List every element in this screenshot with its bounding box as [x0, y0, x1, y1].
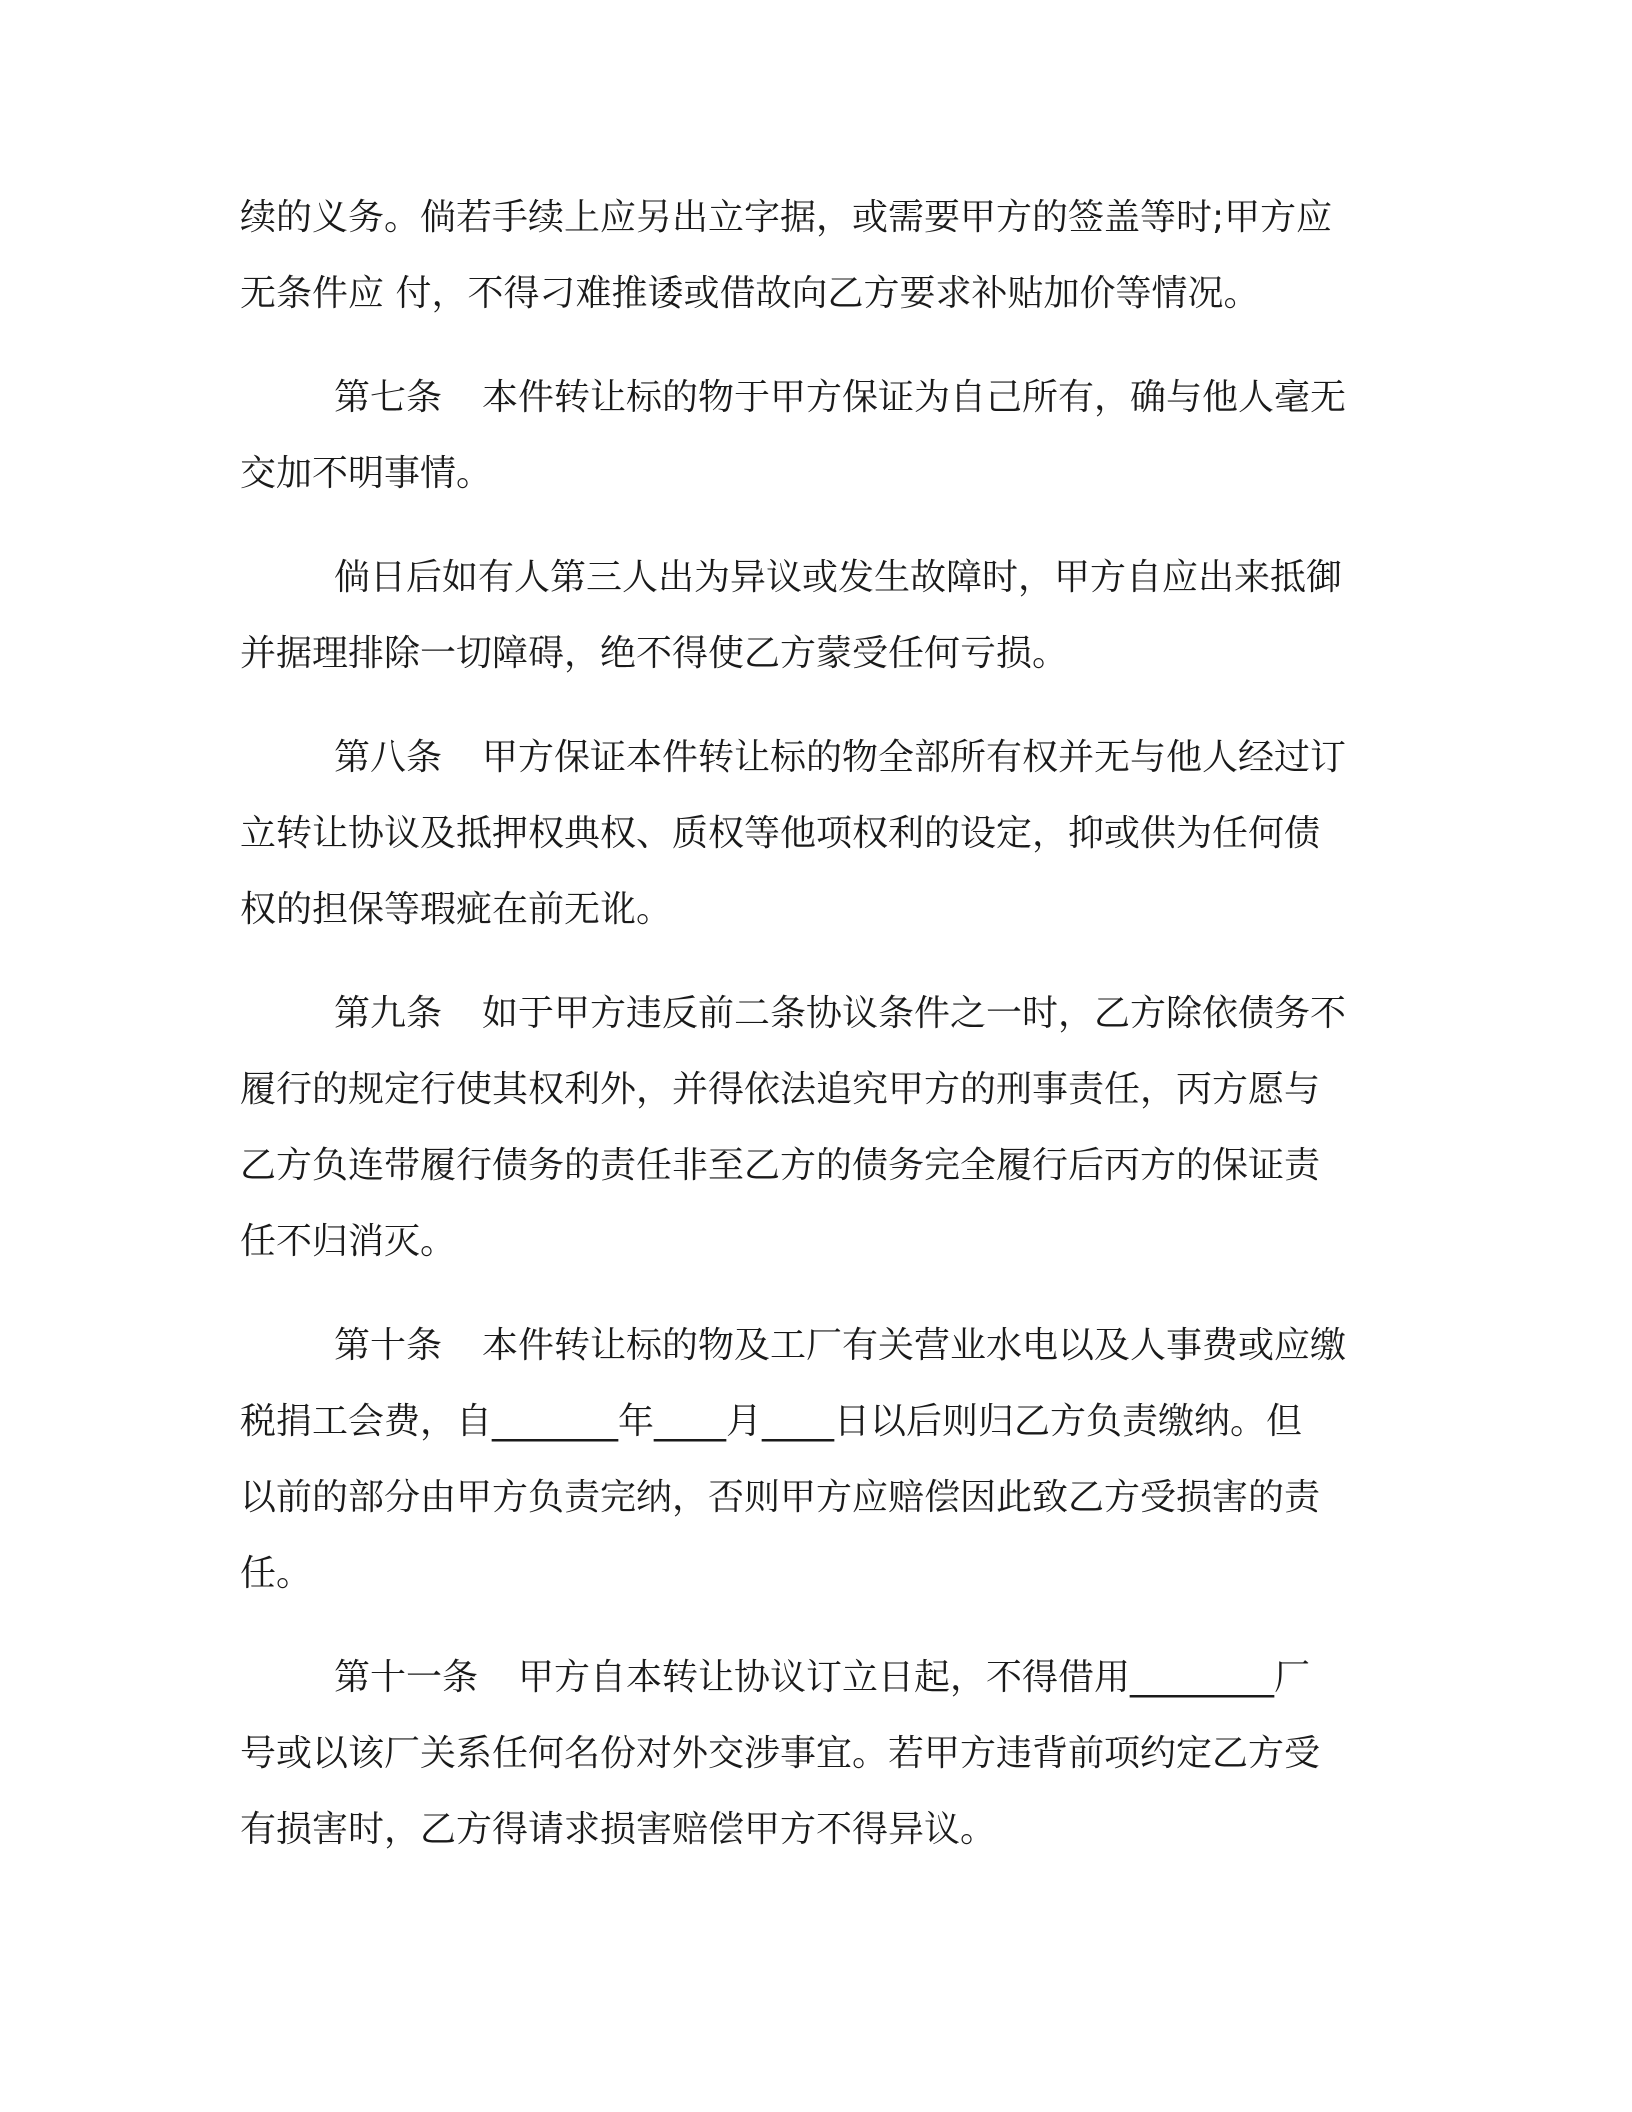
text-line: 续的义务。倘若手续上应另出立字据，或需要甲方的签盖等时;甲方应 [240, 197, 1333, 238]
article-number: 第九条 [334, 993, 443, 1034]
article-text: 如于甲方违反前二条协议条件之一时，乙方除依债务不 [482, 993, 1347, 1034]
text-line: 立转让协议及抵押权典权、质权等他项权利的设定，抑或供为任何债 [240, 813, 1321, 854]
text-line: 交加不明事情。 [240, 453, 493, 494]
article-8-heading [334, 726, 1400, 790]
article-11-heading [334, 1646, 1400, 1710]
text-line: 无条件应 付，不得刁难推诿或借故向乙方要求补贴加价等情况。 [240, 273, 1260, 314]
text-line: 税捐工会费，自_______年____月____日以后则归乙方负责缴纳。但 [240, 1401, 1303, 1442]
article-10-heading [334, 1314, 1400, 1378]
text-line: 任不归消灭。 [240, 1221, 457, 1262]
text-line: 任。 [240, 1553, 313, 1594]
article-7-heading [334, 366, 1400, 430]
article-number: 第十一条 [334, 1657, 479, 1698]
article-number: 第七条 [334, 377, 443, 418]
article-text: 甲方自本转让协议订立日起，不得借用________厂 [518, 1657, 1311, 1698]
text-line: 权的担保等瑕疵在前无讹。 [240, 889, 673, 930]
article-number: 第十条 [334, 1325, 443, 1366]
text-line: 有损害时，乙方得请求损害赔偿甲方不得异议。 [240, 1809, 997, 1850]
text-line: 并据理排除一切障碍，绝不得使乙方蒙受任何亏损。 [240, 633, 1069, 674]
text-line: 履行的规定行使其权利外，并得依法追究甲方的刑事责任，丙方愿与 [240, 1069, 1321, 1110]
article-text: 本件转让标的物及工厂有关营业水电以及人事费或应缴 [482, 1325, 1347, 1366]
text-line: 乙方负连带履行债务的责任非至乙方的债务完全履行后丙方的保证责 [240, 1145, 1321, 1186]
text-line: 倘日后如有人第三人出为异议或发生故障时，甲方自应出来抵御 [334, 557, 1343, 598]
text-line: 号或以该厂关系任何名份对外交涉事宜。若甲方违背前项约定乙方受 [240, 1733, 1321, 1774]
article-text: 甲方保证本件转让标的物全部所有权并无与他人经过订 [482, 737, 1347, 778]
text-line: 以前的部分由甲方负责完纳，否则甲方应赔偿因此致乙方受损害的责 [240, 1477, 1321, 1518]
article-text: 本件转让标的物于甲方保证为自己所有，确与他人毫无 [482, 377, 1347, 418]
article-9-heading [334, 982, 1400, 1046]
article-number: 第八条 [334, 737, 443, 778]
